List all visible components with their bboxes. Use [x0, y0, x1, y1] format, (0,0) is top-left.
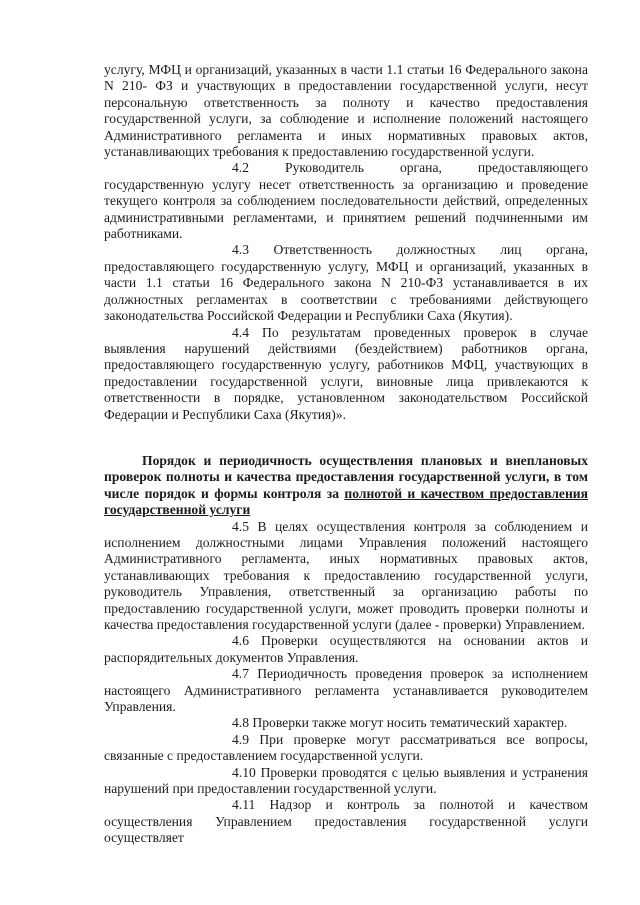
paragraph-4-3: [104, 242, 588, 324]
paragraph-4-4: [104, 325, 588, 423]
paragraph-number: 4.9: [232, 731, 249, 747]
paragraph-text: Руководитель органа, предоставляющего государственную услугу несет ответственность за организацию и проведение текущего контроля за соблюдением последовательности действий, определенных административными регламентами, и принятием решений подчиненными им работниками.: [104, 160, 588, 242]
paragraph-4-10: [104, 765, 588, 798]
paragraph-text: Проверки также могут носить тематический характер.: [252, 715, 568, 731]
paragraph-number: 4.4: [232, 324, 249, 340]
paragraph-4-2: [104, 160, 588, 242]
paragraph-number: 4.6: [232, 633, 249, 649]
paragraph-number: 4.3: [232, 242, 249, 258]
paragraph-number: 4.10: [232, 764, 256, 780]
paragraph-text: Проверки осуществляются на основании актов и распорядительных документов Управления.: [104, 633, 588, 665]
paragraph-4-7: [104, 666, 588, 715]
paragraph-text: При проверке могут рассматриваться все вопросы, связанные с предоставлением государственной услуги.: [104, 731, 588, 764]
paragraph-text: Периодичность проведения проверок за исполнением настоящего Административного регламента устанавливается руководителем Управления.: [104, 666, 588, 715]
paragraph-4-6: [104, 633, 588, 666]
paragraph-text: услугу, МФЦ и организаций, указанных в части 1.1 статьи 16 Федерального закона N 210- ФЗ и участвующих в предоставлении государственной услуги, несут персональную ответственность за полноту и качество предоставления государственной услуги, за соблюдение и исполнение положений настоящего Административного регламента и иных нормативных правовых актов, устанавливающих требования к предоставлению государственной услуги.: [104, 62, 588, 160]
paragraph-text: Надзор и контроль за полнотой и качеством осуществления Управлением предоставления государственной услуги осуществляет: [104, 797, 588, 846]
heading-text: Порядок и периодичность осуществления плановых и внеплановых проверок полноты и качества предоставления государственной услуги, в том числе порядок и формы контроля за: [104, 452, 588, 501]
paragraph-continuation: [104, 62, 588, 160]
paragraph-number: 4.8: [232, 715, 249, 731]
paragraph-4-9: [104, 732, 588, 765]
paragraph-text: По результатам проведенных проверок в случае выявления нарушений действиями (бездействием) работников органа, предоставляющего государственную услугу, работников МФЦ, участвующих в предоставлении государственной услуги, виновные лица привлекаются к ответственности в порядке, установленном законодательством Российской Федерации и Республики Саха (Якутия)».: [104, 324, 588, 422]
paragraph-number: 4.7: [232, 666, 249, 682]
paragraph-text: Ответственность должностных лиц органа, предоставляющего государственную услугу, МФЦ и организаций, указанных в части 1.1 статьи 16 Федерального закона N 210-ФЗ устанавливается в их должностных регламентах в соответствии с требованиями действующего законодательства Российской Федерации и Республики Саха (Якутия).: [104, 242, 588, 324]
paragraph-text: Проверки проводятся с целью выявления и устранения нарушений при предоставлении государственной услуги.: [104, 764, 588, 797]
paragraph-4-8: [104, 715, 588, 731]
paragraph-number: 4.2: [232, 160, 249, 176]
paragraph-number: 4.11: [232, 797, 256, 813]
section-heading: [104, 453, 588, 519]
heading-text-underlined: полнотой и качеством предоставления государственной услуги: [104, 485, 588, 518]
paragraph-4-11: [104, 797, 588, 846]
paragraph-text: В целях осуществления контроля за соблюдением и исполнением должностными лицами Управления положений настоящего Административного регламента, иных нормативных правовых актов, устанавливающих требования к предоставлению государственной услуги, руководитель Управления, ответственный за организацию работы по предоставлению государственной услуги, может проводить проверки полноты и качества предоставления государственной услуги (далее - проверки) Управлением.: [104, 518, 588, 632]
paragraph-4-5: [104, 519, 588, 634]
paragraph-number: 4.5: [232, 518, 249, 534]
section-gap: [104, 423, 588, 453]
